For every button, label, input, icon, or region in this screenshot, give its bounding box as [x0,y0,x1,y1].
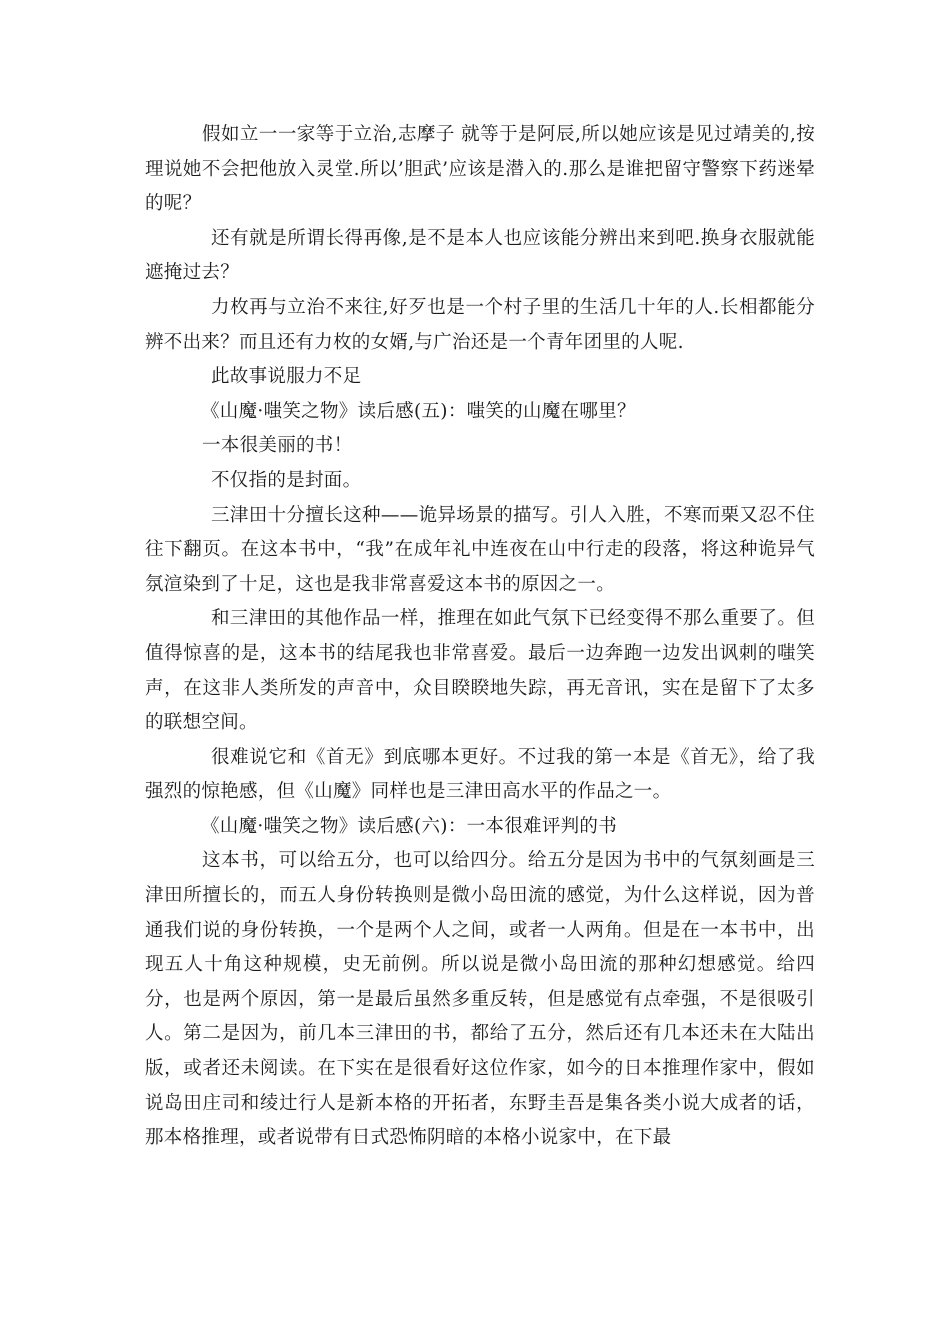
paragraph-disguise-question: 还有就是所谓长得再像,是不是本人也应该能分辨出来到吧.换身衣服就能遮掩过去？ [145,227,815,284]
document-body [145,118,815,1156]
paragraph-recognition-doubt: 力枚再与立治不来往,好歹也是一个村子里的生活几十年的人.长相都能分辨不出来？而且还有力枚的女婿,与广治还是一个青年团里的人呢. [145,296,815,353]
paragraph-identity-theory: 假如立一一家等于立治,志摩子 就等于是阿辰,所以她应该是见过靖美的,按理说她不会把他放入灵堂.所以’胆武’应该是潜入的.那么是谁把留守警察下药迷晕的呢？ [145,124,815,215]
paragraph-rating: 这本书，可以给五分，也可以给四分。给五分是因为书中的气氛刻画是三津田所擅长的，而五人身份转换则是微小岛田流的感觉，为什么这样说，因为普通我们说的身份转换，一个是两个人之间，或者一人两角。但是在一本书中，出现五人十角这种规模，史无前例。所以说是微小岛田流的那种幻想感觉。给四分，也是两个原因，第一是最后虽然多重反转，但是感觉有点牵强，不是很吸引人。第二是因为，前几本三津田的书，都给了五分，然后还有几本还未在大陆出版，或者还未阅读。在下实在是很看好这位作家，如今的日本推理作家中，假如说岛田庄司和绫辻行人是新本格的开拓者，东野圭吾是集各类小说大成者的话，那本格推理，或者说带有日式恐怖阴暗的本格小说家中，在下最 [145,850,815,1149]
paragraph-verdict: 此故事说服力不足 [211,366,362,388]
paragraph-comparison: 很难说它和《首无》到底哪本更好。不过我的第一本是《首无》，给了我强烈的惊艳感，但《山魔》同样也是三津田高水平的作品之一。 [145,746,815,803]
section-heading-review-5: 《山魔·嗤笑之物》读后感(五)：嗤笑的山魔在哪里？ [201,400,636,422]
section-heading-review-6: 《山魔·嗤笑之物》读后感(六)：一本很难评判的书 [201,815,618,837]
paragraph-eerie-scenes: 三津田十分擅长这种——诡异场景的描写。引人入胜，不寒而栗又忍不住往下翻页。在这本书中，“我”在成年礼中连夜在山中行走的段落，将这种诡异气氛渲染到了十足，这也是我非常喜爱这本书的原因之一。 [145,504,815,595]
paragraph-not-only-cover: 不仅指的是封面。 [211,469,362,491]
paragraph-beautiful-book: 一本很美丽的书！ [202,435,353,457]
paragraph-ending: 和三津田的其他作品一样，推理在如此气氛下已经变得不那么重要了。但值得惊喜的是，这本书的结尾我也非常喜爱。最后一边奔跑一边发出讽刺的嗤笑声，在这非人类所发的声音中，众目睽睽地失踪，再无音讯，实在是留下了太多的联想空间。 [145,608,815,734]
